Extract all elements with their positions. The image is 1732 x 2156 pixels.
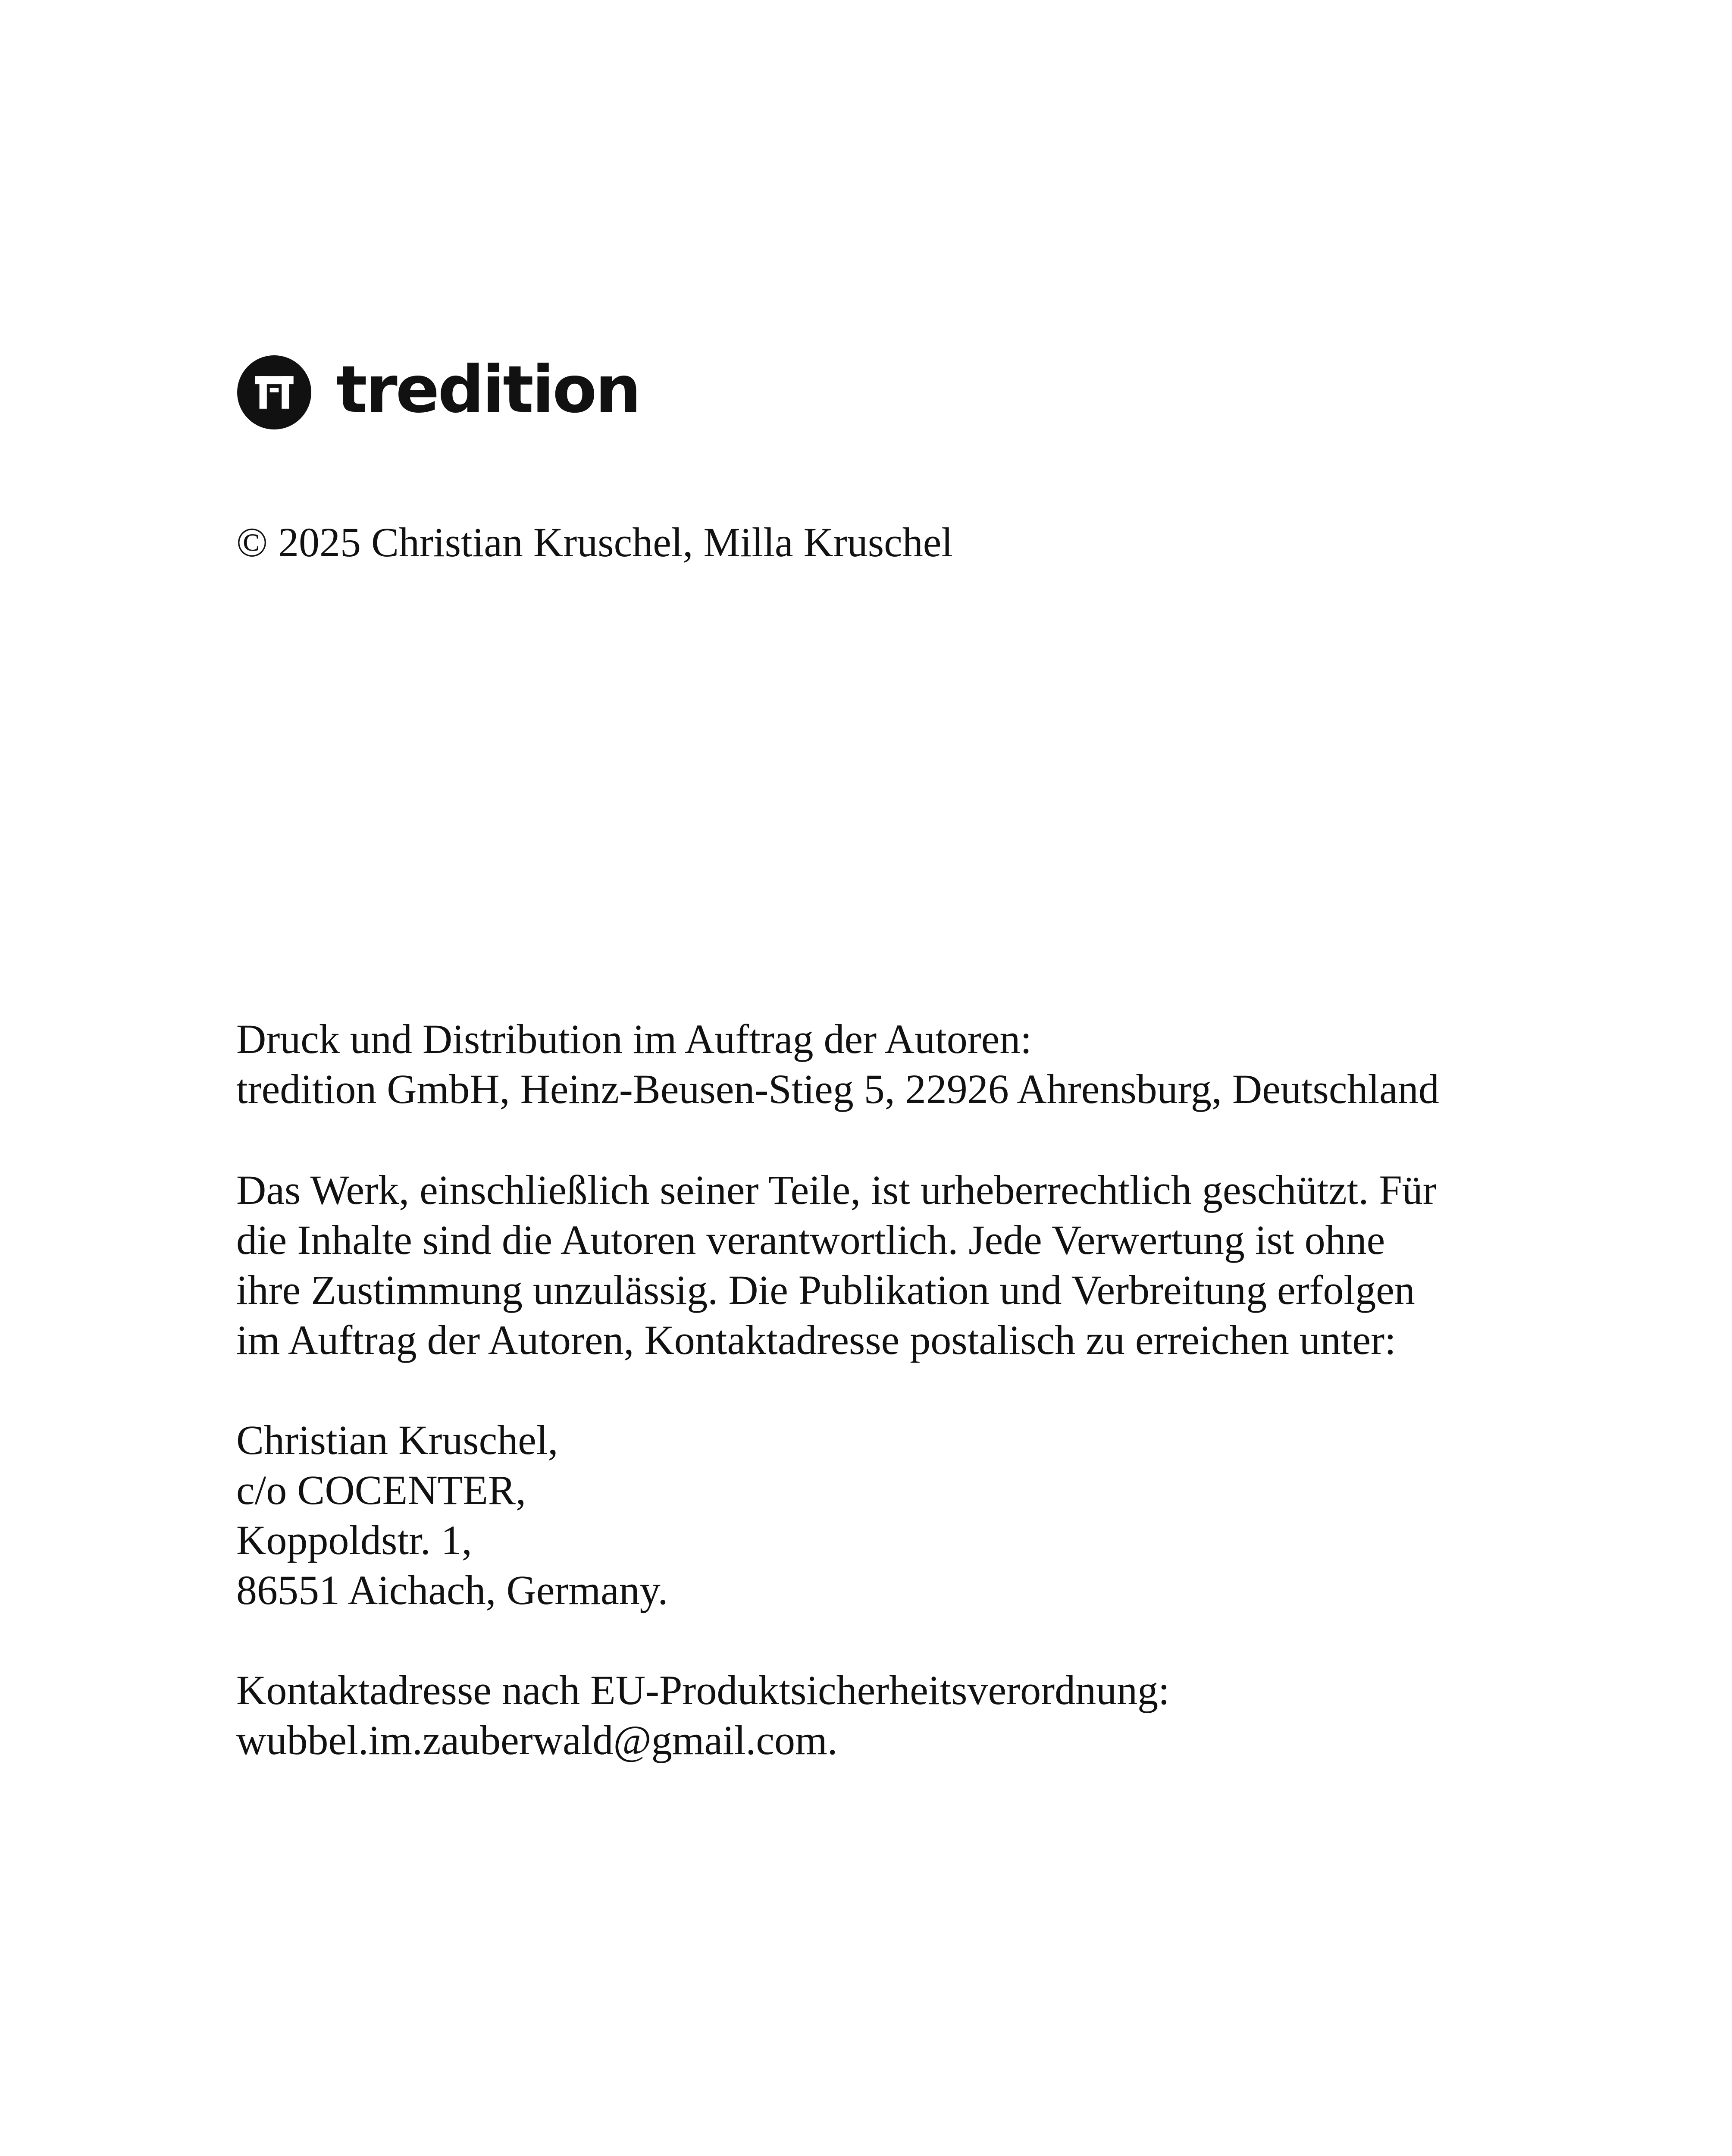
text-line: ihre Zustimmung unzulässig. Die Publikation und Verbreitung erfolgen bbox=[236, 1267, 1415, 1313]
text-line: tredition GmbH, Heinz-Beusen-Stieg 5, 22926 Ahrensburg, Deutschland bbox=[236, 1066, 1439, 1112]
text-line: Druck und Distribution im Auftrag der Autoren: bbox=[236, 1016, 1032, 1062]
address-line: Christian Kruschel, bbox=[236, 1417, 558, 1463]
text-line: die Inhalte sind die Autoren verantwortlich. Jede Verwertung ist ohne bbox=[236, 1217, 1385, 1263]
tredition-logo-icon bbox=[237, 355, 311, 429]
text-line: Das Werk, einschließlich seiner Teile, ist urheberrechtlich geschützt. Für bbox=[236, 1167, 1437, 1213]
copyright-notice: © 2025 Christian Kruschel, Milla Kruschel bbox=[236, 519, 953, 565]
postal-address-block bbox=[236, 1415, 668, 1615]
address-line: Koppoldstr. 1, bbox=[236, 1517, 472, 1563]
contact-block bbox=[236, 1665, 1170, 1765]
publisher-logo bbox=[237, 354, 639, 431]
text-line: im Auftrag der Autoren, Kontaktadresse postalisch zu erreichen unter: bbox=[236, 1317, 1396, 1363]
address-line: c/o COCENTER, bbox=[236, 1467, 526, 1513]
contact-label: Kontaktadresse nach EU-Produktsicherheitsverordnung: bbox=[236, 1667, 1170, 1713]
logo-wordmark: tredition bbox=[336, 352, 640, 427]
copyright-statement-block bbox=[236, 1165, 1437, 1365]
contact-email: wubbel.im.zauberwald@gmail.com. bbox=[236, 1717, 838, 1763]
print-distribution-block bbox=[236, 1014, 1439, 1114]
address-line: 86551 Aichach, Germany. bbox=[236, 1567, 668, 1613]
